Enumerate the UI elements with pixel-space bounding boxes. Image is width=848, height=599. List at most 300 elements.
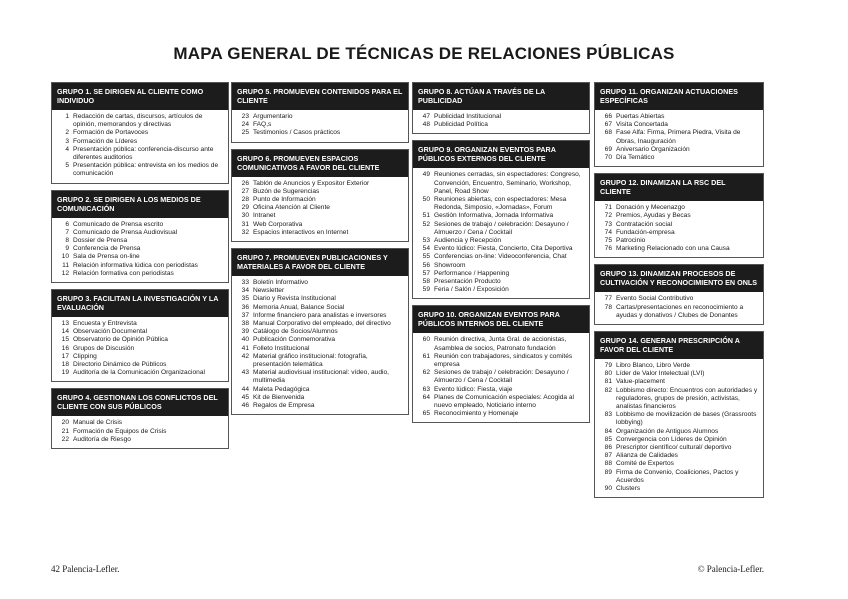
item-number: 31 [241, 220, 249, 228]
list-item [599, 129, 759, 145]
item-text: Material gráfico institucional: fotografía, presentación telemática [253, 352, 368, 369]
technique-list [595, 359, 763, 497]
group-title: GRUPO 10. ORGANIZAN EVENTOS PARA PÚBLICOS INTERNOS DEL CLIENTE [413, 306, 589, 333]
item-text: Reunión directiva, Junta Gral. de accionistas, Asamblea de socios, Patronato fundación [434, 336, 567, 352]
item-text: Web Corporativa [253, 220, 303, 228]
group-title: GRUPO 9. ORGANIZAN EVENTOS PARA PÚBLICOS EXTERNOS DEL CLIENTE [413, 141, 589, 168]
group-title: GRUPO 2. SE DIRIGEN A LOS MEDIOS DE COMUNICACIÓN [52, 191, 228, 218]
group-title: GRUPO 1. SE DIRIGEN AL CLIENTE COMO INDIVIDUO [52, 83, 228, 110]
list-item [599, 370, 759, 378]
group-box [51, 82, 229, 184]
list-item [417, 270, 585, 278]
item-text: Redacción de cartas, discursos, artículos de opinión, memorandos y directivas [73, 113, 203, 129]
item-text: Clipping [73, 352, 97, 360]
item-text: Patrocinio [616, 237, 646, 245]
list-item [56, 237, 224, 245]
item-text: Planes de Comunicación especiales: Acogida al nuevo empleado, Noticiario interno [434, 393, 575, 410]
item-number: 5 [65, 162, 69, 170]
item-text: Gestión Informativa, Jornada Informativa [434, 212, 554, 220]
item-text: Encuesta y Entrevista [73, 320, 137, 328]
item-number: 72 [604, 212, 612, 220]
list-item [599, 485, 759, 493]
column-1 [51, 82, 229, 455]
list-item [417, 386, 585, 394]
item-text: Argumentario [253, 113, 293, 120]
item-text: Publicidad Institucional [434, 113, 502, 120]
item-number: 76 [604, 245, 612, 253]
list-item [599, 469, 759, 485]
item-text: Testimonios / Casos prácticos [253, 129, 341, 137]
list-item [56, 253, 224, 261]
list-item [417, 221, 585, 237]
item-number: 17 [61, 352, 69, 360]
group-title: GRUPO 8. ACTÚAN A TRAVÉS DE LA PUBLICIDAD [413, 83, 589, 110]
item-text: Lobbismo directo: Encuentros con autoridades y reguladores, grupos de presión, activistas, analistas financieros [616, 386, 758, 411]
item-text: Fundación-empresa [616, 228, 675, 236]
list-item [599, 245, 759, 253]
list-item [236, 287, 404, 295]
item-text: Directorio Dinámico de Públicos [73, 361, 167, 369]
item-number: 56 [422, 261, 430, 269]
item-number: 11 [62, 261, 69, 269]
item-number: 46 [241, 402, 249, 410]
item-text: Formación de Equipos de Crisis [73, 427, 167, 435]
item-number: 10 [61, 253, 69, 261]
list-item [236, 353, 404, 369]
list-item [599, 212, 759, 220]
list-item [56, 345, 224, 353]
item-number: 9 [65, 245, 69, 253]
group-title: GRUPO 4. GESTIONAN LOS CONFLICTOS DEL CLIENTE CON SUS PÚBLICOS [52, 389, 228, 416]
item-number: 75 [604, 237, 612, 245]
list-item [236, 188, 404, 196]
group-title: GRUPO 14. GENERAN PRESCRIPCIÓN A FAVOR DEL CLIENTE [595, 332, 763, 359]
list-item [236, 386, 404, 394]
list-item [56, 229, 224, 237]
item-number: 13 [61, 320, 69, 328]
item-number: 42 [241, 352, 249, 360]
item-text: Feria / Salón / Exposición [434, 286, 509, 294]
item-text: Contratación social [616, 220, 673, 228]
group-title: GRUPO 5. PROMUEVEN CONTENIDOS PARA EL CLIENTE [232, 83, 408, 110]
item-text: Formación de Líderes [73, 137, 138, 145]
list-item [599, 295, 759, 303]
list-item [56, 419, 224, 427]
item-number: 25 [241, 129, 249, 137]
list-item [56, 113, 224, 129]
item-number: 58 [422, 278, 430, 286]
group-box [51, 388, 229, 449]
group-box [594, 82, 764, 167]
group-box [594, 173, 764, 258]
item-text: Auditoría de Riesgo [73, 435, 131, 443]
list-item [56, 320, 224, 328]
list-item [56, 221, 224, 229]
list-item [417, 353, 585, 369]
list-item [56, 129, 224, 137]
technique-list [52, 416, 228, 448]
item-number: 65 [422, 410, 430, 418]
item-number: 57 [422, 269, 430, 277]
list-item [236, 394, 404, 402]
item-text: Material audiovisual institucional: vídeo, audio, multimedia [253, 369, 389, 385]
item-text: Boletín Informativo [253, 279, 308, 287]
item-text: Manual de Crisis [73, 419, 123, 427]
item-number: 68 [604, 129, 612, 137]
item-number: 89 [604, 468, 612, 476]
item-text: Lobbismo de movilización de bases (Grassroots lobbying) [616, 411, 757, 427]
item-number: 47 [422, 113, 430, 120]
item-text: Marketing Relacionado con una Causa [616, 245, 730, 253]
list-item [599, 362, 759, 370]
list-item [599, 146, 759, 154]
list-item [417, 113, 585, 121]
item-number: 23 [241, 113, 249, 120]
item-number: 77 [604, 295, 612, 303]
item-number: 19 [61, 369, 69, 377]
group-title: GRUPO 7. PROMUEVEN PUBLICACIONES Y MATERIALES A FAVOR DEL CLIENTE [232, 249, 408, 276]
item-text: Premios, Ayudas y Becas [616, 212, 691, 220]
group-title: GRUPO 3. FACILITAN LA INVESTIGACIÓN Y LA EVALUACIÓN [52, 290, 228, 317]
item-number: 67 [604, 121, 612, 129]
item-text: Showroom [434, 261, 466, 269]
list-item [236, 221, 404, 229]
list-item [56, 369, 224, 377]
list-item [56, 336, 224, 344]
item-number: 8 [65, 237, 69, 245]
item-text: Observatorio de Opinión Pública [73, 336, 168, 344]
list-item [56, 361, 224, 369]
item-text: Firma de Convenio, Coaliciones, Pactos y Acuerdos [616, 468, 739, 484]
item-number: 2 [65, 129, 69, 137]
footer-left: 42 Palencia-Lefler. [51, 564, 120, 574]
item-number: 7 [65, 228, 69, 236]
item-text: Informe financiero para analistas e inversores [253, 311, 387, 319]
list-item [599, 411, 759, 427]
group-box [51, 289, 229, 382]
list-item [236, 369, 404, 385]
item-number: 61 [422, 352, 430, 360]
list-item [236, 328, 404, 336]
item-number: 32 [241, 228, 249, 236]
item-number: 45 [241, 393, 249, 401]
group-title: GRUPO 13. DINAMIZAN PROCESOS DE CULTIVACIÓN Y RECONOCIMIENTO EN ONLS [595, 265, 763, 292]
item-number: 64 [422, 393, 430, 401]
item-text: Oficina Atención al Cliente [253, 204, 330, 212]
item-text: Diario y Revista Institucional [253, 295, 336, 303]
item-number: 51 [422, 212, 430, 220]
list-item [236, 113, 404, 121]
item-number: 16 [61, 344, 69, 352]
list-item [599, 444, 759, 452]
item-text: Evento lúdico: Fiesta, viaje [434, 385, 513, 393]
item-number: 22 [61, 435, 69, 443]
item-number: 83 [604, 411, 612, 419]
item-text: Presentación pública: conferencia-discurso ante diferentes auditorios [73, 145, 214, 162]
item-number: 1 [65, 113, 69, 120]
item-number: 29 [241, 204, 249, 212]
item-text: Grupos de Discusión [73, 344, 135, 352]
technique-list [232, 276, 408, 414]
technique-list [595, 110, 763, 166]
list-item [236, 229, 404, 237]
list-item [236, 304, 404, 312]
item-text: Visita Concertada [616, 121, 668, 129]
item-text: Donación y Mecenazgo [616, 204, 685, 212]
group-box [231, 82, 409, 143]
list-item [599, 428, 759, 436]
item-text: Reunión con trabajadores, sindicatos y comités empresa [434, 352, 573, 369]
item-number: 3 [65, 137, 69, 145]
list-item [236, 320, 404, 328]
item-number: 38 [241, 320, 249, 328]
technique-list [413, 333, 589, 422]
item-number: 82 [604, 386, 612, 394]
item-number: 50 [422, 196, 430, 204]
item-number: 14 [61, 328, 69, 336]
item-number: 49 [422, 171, 430, 179]
item-text: Sesiones de trabajo / celebración: Desayuno / Almuerzo / Cena / Cocktail [434, 369, 569, 385]
list-item [599, 229, 759, 237]
list-item [599, 452, 759, 460]
item-text: Sesiones de trabajo / celebración: Desayuno / Almuerzo / Cena / Cocktail [434, 220, 569, 236]
item-text: Reuniones abiertas, con espectadores: Mesa Redonda, Simposio, «Jornadas», Forum [434, 196, 567, 212]
item-text: Reuniones cerradas, sin espectadores: Congreso, Convención, Encuentro, Seminario, Workshop, Panel, Road Show [434, 171, 581, 195]
item-text: Regalos de Empresa [253, 402, 315, 410]
technique-list [413, 110, 589, 133]
item-number: 6 [65, 220, 69, 228]
item-number: 63 [422, 385, 430, 393]
item-number: 59 [422, 286, 430, 294]
list-item [417, 171, 585, 196]
item-number: 85 [604, 435, 612, 443]
list-item [56, 262, 224, 270]
list-item [236, 121, 404, 129]
list-item [417, 196, 585, 212]
technique-list [52, 110, 228, 183]
item-text: Observación Documental [73, 328, 148, 336]
item-text: Audiencia y Recepción [434, 237, 502, 245]
item-number: 60 [422, 336, 430, 344]
list-item [417, 336, 585, 352]
item-number: 55 [422, 253, 430, 261]
item-number: 12 [61, 269, 69, 277]
item-text: Punto de Información [253, 196, 316, 204]
item-number: 74 [604, 228, 612, 236]
list-item [236, 212, 404, 220]
item-text: Líder de Valor Intelectual (LVI) [616, 370, 705, 378]
item-text: FAQ,s [253, 121, 272, 129]
item-number: 71 [604, 204, 612, 212]
item-number: 36 [241, 303, 249, 311]
item-number: 15 [61, 336, 69, 344]
list-item [56, 436, 224, 444]
item-text: Aniversario Organización [616, 145, 690, 153]
item-text: Publicidad Política [434, 121, 488, 129]
list-item [56, 428, 224, 436]
item-text: Comunicado de Prensa escrito [73, 220, 164, 228]
item-number: 33 [241, 279, 249, 287]
list-item [417, 212, 585, 220]
group-box [412, 82, 590, 134]
item-text: Comunicado de Prensa Audiovisual [73, 228, 178, 236]
page-title: MAPA GENERAL DE TÉCNICAS DE RELACIONES PÚBLICAS [173, 44, 675, 63]
item-text: Relación formativa con periodistas [73, 269, 174, 277]
column-2 [231, 82, 409, 421]
item-text: Presentación Producto [434, 278, 501, 286]
group-box [594, 264, 764, 325]
list-item [236, 402, 404, 410]
list-item [417, 253, 585, 261]
item-text: Kit de Bienvenida [253, 393, 305, 401]
list-item [599, 237, 759, 245]
item-number: 43 [241, 369, 249, 377]
item-number: 30 [241, 212, 249, 220]
item-number: 62 [422, 369, 430, 377]
item-number: 66 [604, 113, 612, 120]
item-text: Folleto Institucional [253, 344, 310, 352]
item-text: Cartas/presentaciones en reconocimiento a ayudas y donativos / Clubes de Donantes [616, 303, 744, 319]
group-title: GRUPO 12. DINAMIZAN LA RSC DEL CLIENTE [595, 174, 763, 201]
item-number: 53 [422, 237, 430, 245]
item-number: 54 [422, 245, 430, 253]
item-text: Alianza de Calidades [616, 452, 678, 460]
list-item [56, 138, 224, 146]
technique-list [232, 177, 408, 241]
item-number: 26 [241, 179, 249, 187]
item-text: Catálogo de Socios/Alumnos [253, 328, 338, 336]
list-item [56, 328, 224, 336]
column-3 [412, 82, 590, 429]
item-number: 41 [241, 344, 249, 352]
item-text: Libro Blanco, Libro Verde [616, 362, 691, 370]
item-text: Maleta Pedagógica [253, 385, 310, 393]
list-item [599, 378, 759, 386]
item-number: 37 [241, 311, 249, 319]
item-number: 90 [604, 485, 612, 493]
item-text: Fase Alfa: Firma, Primera Piedra, Visita de Obras, Inauguración [616, 129, 741, 145]
item-number: 20 [61, 419, 69, 427]
list-item [417, 262, 585, 270]
footer-right: © Palencia-Lefler. [697, 564, 764, 574]
group-title: GRUPO 6. PROMUEVEN ESPACIOS COMUNICATIVOS A FAVOR DEL CLIENTE [232, 150, 408, 177]
item-number: 27 [241, 187, 249, 195]
item-text: Prescriptor científico/ cultural/ deportivo [616, 444, 732, 452]
item-text: Auditoría de la Comunicación Organizacional [73, 369, 205, 377]
list-item [417, 121, 585, 129]
list-item [56, 162, 224, 178]
item-text: Comité de Expertos [616, 460, 674, 468]
item-number: 34 [241, 287, 249, 295]
item-text: Presentación pública: entrevista en los medios de comunicación [73, 162, 219, 178]
item-number: 88 [604, 460, 612, 468]
list-item [599, 460, 759, 468]
item-text: Convergencia con Líderes de Opinión [616, 435, 727, 443]
list-item [599, 436, 759, 444]
list-item [599, 113, 759, 121]
item-number: 24 [241, 121, 249, 129]
item-number: 86 [604, 444, 612, 452]
list-item [56, 245, 224, 253]
item-text: Formación de Portavoces [73, 129, 149, 137]
item-number: 69 [604, 145, 612, 153]
list-item [236, 295, 404, 303]
item-number: 39 [241, 328, 249, 336]
list-item [236, 336, 404, 344]
item-text: Publicación Conmemorativa [253, 336, 336, 344]
item-number: 18 [61, 361, 69, 369]
item-number: 70 [604, 154, 612, 162]
item-text: Espacios interactivos en Internet [253, 228, 349, 236]
item-text: Tablón de Anuncios y Expositor Exterior [253, 179, 370, 187]
list-item [599, 121, 759, 129]
item-text: Sala de Prensa on-line [73, 253, 140, 261]
item-number: 28 [241, 196, 249, 204]
list-item [56, 270, 224, 278]
list-item [599, 221, 759, 229]
item-number: 44 [241, 385, 249, 393]
item-text: Buzón de Sugerencias [253, 187, 320, 195]
technique-list [595, 292, 763, 324]
item-text: Reconocimiento y Homenaje [434, 410, 519, 418]
technique-list [52, 317, 228, 381]
technique-list [595, 201, 763, 257]
list-item [417, 286, 585, 294]
item-text: Memoria Anual, Balance Social [253, 303, 345, 311]
item-number: 78 [604, 303, 612, 311]
item-number: 52 [422, 220, 430, 228]
list-item [417, 237, 585, 245]
column-4 [594, 82, 764, 504]
item-number: 73 [604, 220, 612, 228]
list-item [236, 180, 404, 188]
group-box [231, 248, 409, 415]
list-item [236, 196, 404, 204]
item-text: Intranet [253, 212, 276, 220]
list-item [236, 312, 404, 320]
technique-list [232, 110, 408, 142]
list-item [417, 278, 585, 286]
item-text: Evento lúdico: Fiesta, Concierto, Cita Deportiva [434, 245, 573, 253]
technique-list [413, 168, 589, 298]
list-item [599, 204, 759, 212]
list-item [417, 410, 585, 418]
list-item [599, 387, 759, 412]
item-text: Clusters [616, 485, 641, 493]
group-title: GRUPO 11. ORGANIZAN ACTUACIONES ESPECÍFICAS [595, 83, 763, 110]
item-text: Día Temático [616, 154, 655, 162]
item-number: 80 [604, 370, 612, 378]
item-number: 84 [604, 427, 612, 435]
technique-list [52, 218, 228, 282]
item-text: Manual Corporativo del empleado, del directivo [253, 320, 391, 328]
item-number: 35 [241, 295, 249, 303]
list-item [236, 279, 404, 287]
item-number: 79 [604, 362, 612, 370]
item-text: Newsletter [253, 287, 285, 295]
group-box [594, 331, 764, 498]
item-text: Organización de Antiguos Alumnos [616, 427, 719, 435]
list-item [599, 154, 759, 162]
list-item [236, 129, 404, 137]
item-number: 21 [61, 427, 69, 435]
group-box [412, 305, 590, 423]
list-item [56, 353, 224, 361]
item-number: 48 [422, 121, 430, 129]
list-item [417, 369, 585, 385]
list-item [417, 394, 585, 410]
item-text: Dossier de Prensa [73, 237, 128, 245]
